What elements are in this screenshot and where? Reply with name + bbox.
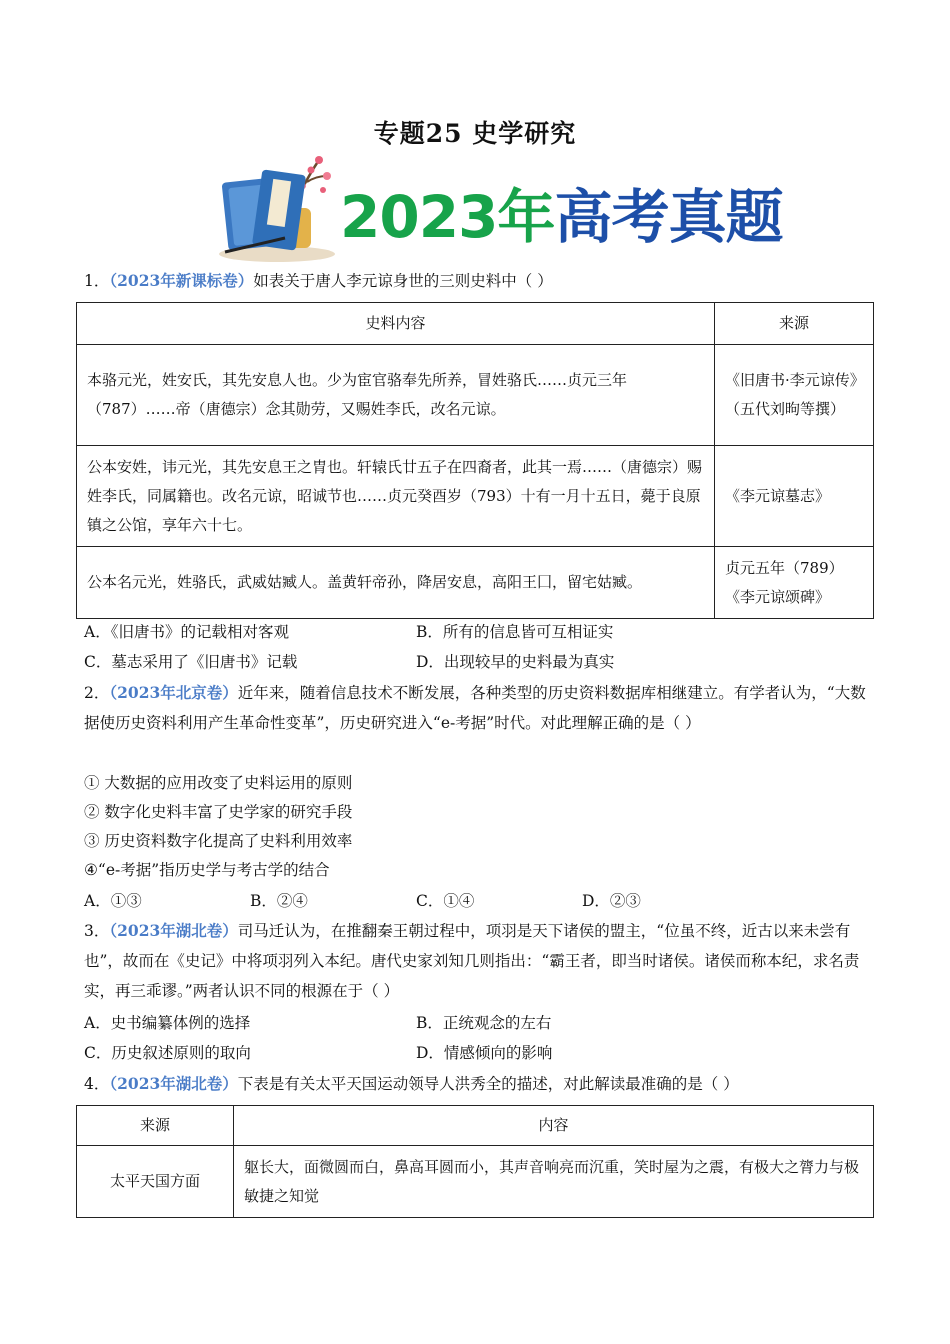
q1-options [84,617,874,677]
table-header-row [77,303,874,345]
question-text: 下表是有关太平天国运动领导人洪秀全的描述，对此解读最准确的是（ ） [237,1075,739,1093]
q1-table [76,302,874,619]
option-b[interactable]: B．②④ [250,892,308,910]
table-row [77,345,874,446]
table-cell: 《李元谅墓志》 [715,446,874,547]
question-number: 2． [84,684,110,702]
banner-heading [340,170,782,254]
table-header: 来源 [715,303,874,345]
table-cell: 本骆元光，姓安氏，其先安息人也。少为宦官骆奉先所养，冒姓骆氏……贞元三年（787）……帝（唐德宗）念其勋劳，又赐姓李氏，改名元谅。 [77,345,715,446]
table-header: 史料内容 [77,303,715,345]
question-text: 近年来，随着信息技术不断发展，各种类型的历史资料数据库相继建立。有学者认为，“大数据使历史资料利用产生革命性变革”，历史研究进入“e-考据”时代。对此理解正确的是（ ） [84,684,866,732]
table-header: 内容 [234,1106,874,1146]
table-row [77,446,874,547]
option-d[interactable]: D．②③ [582,892,641,910]
banner [215,150,783,262]
option-a[interactable]: A．①③ [84,892,142,910]
table-row [77,547,874,619]
option-b[interactable]: B．所有的信息皆可互相证实 [416,623,614,641]
question-source: （2023年湖北卷） [109,1074,238,1093]
question-2-stem [84,678,874,738]
question-text: 如表关于唐人李元谅身世的三则史料中（ ） [253,272,553,290]
table-cell: 贞元五年（789）《李元谅颂碑》 [715,547,874,619]
table-cell: 《旧唐书·李元谅传》（五代刘昫等撰） [715,345,874,446]
banner-year: 2023年 [340,183,555,251]
option-c[interactable]: C．①④ [416,892,475,910]
question-3-stem [84,916,874,1006]
question-source: （2023年新课标卷） [109,271,254,290]
option-a[interactable]: A．史书编纂体例的选择 [84,1014,251,1032]
question-number: 3． [84,922,110,940]
table-cell: 躯长大，面微圆而白，鼻高耳圆而小，其声音响亮而沉重，笑时屋为之震，有极大之膂力与极敏捷之知觉 [234,1146,874,1218]
table-cell: 太平天国方面 [77,1146,234,1218]
table-header: 来源 [77,1106,234,1146]
option-d[interactable]: D．情感倾向的影响 [416,1044,553,1062]
books-icon [215,150,335,262]
q2-options [84,886,874,916]
option-a[interactable]: A．《旧唐书》的记载相对客观 [84,623,289,641]
q3-options [84,1008,874,1068]
q4-table [76,1105,874,1218]
q2-item: ① 大数据的应用改变了史料运用的原则 [84,774,353,792]
option-c[interactable]: C．历史叙述原则的取向 [84,1044,251,1062]
page-title: 专题25 史学研究 [373,119,577,148]
table-row [77,1146,874,1218]
table-cell: 公本名元光，姓骆氏，武威姑臧人。盖黄轩帝孙，降居安息，高阳王囗，留宅姑臧。 [77,547,715,619]
q2-item: ③ 历史资料数字化提高了史料利用效率 [84,832,353,850]
question-text: 司马迁认为，在推翻秦王朝过程中，项羽是天下诸侯的盟主，“位虽不终，近古以来未尝有也”，故而在《史记》中将项羽列入本纪。唐代史家刘知几则指出：“霸王者，即当时诸侯。诸侯而称本纪，求名责实，再三乖谬。”两者认识不同的根源在于（ ） [84,922,860,1000]
q2-item: ② 数字化史料丰富了史学家的研究手段 [84,803,353,821]
question-1-stem [84,266,874,296]
question-source: （2023年北京卷） [109,683,238,702]
option-c[interactable]: C．墓志采用了《旧唐书》记载 [84,653,298,671]
table-cell: 公本安姓，讳元光，其先安息王之胄也。轩辕氏廿五子在四裔者，此其一焉……（唐德宗）赐姓李氏，同属籍也。改名元谅，昭诚节也……贞元癸酉岁（793）十有一月十五日，薨于良原镇之公馆，享年六十七。 [77,446,715,547]
q2-item: ④“e-考据”指历史学与考古学的结合 [84,861,330,879]
question-number: 1． [84,272,110,290]
banner-keyword: 高考真题 [554,183,783,251]
option-d[interactable]: D．出现较早的史料最为真实 [416,653,615,671]
question-number: 4． [84,1075,110,1093]
option-b[interactable]: B．正统观念的左右 [416,1014,552,1032]
question-4-stem [84,1069,874,1099]
table-header-row [77,1106,874,1146]
question-source: （2023年湖北卷） [109,921,238,940]
